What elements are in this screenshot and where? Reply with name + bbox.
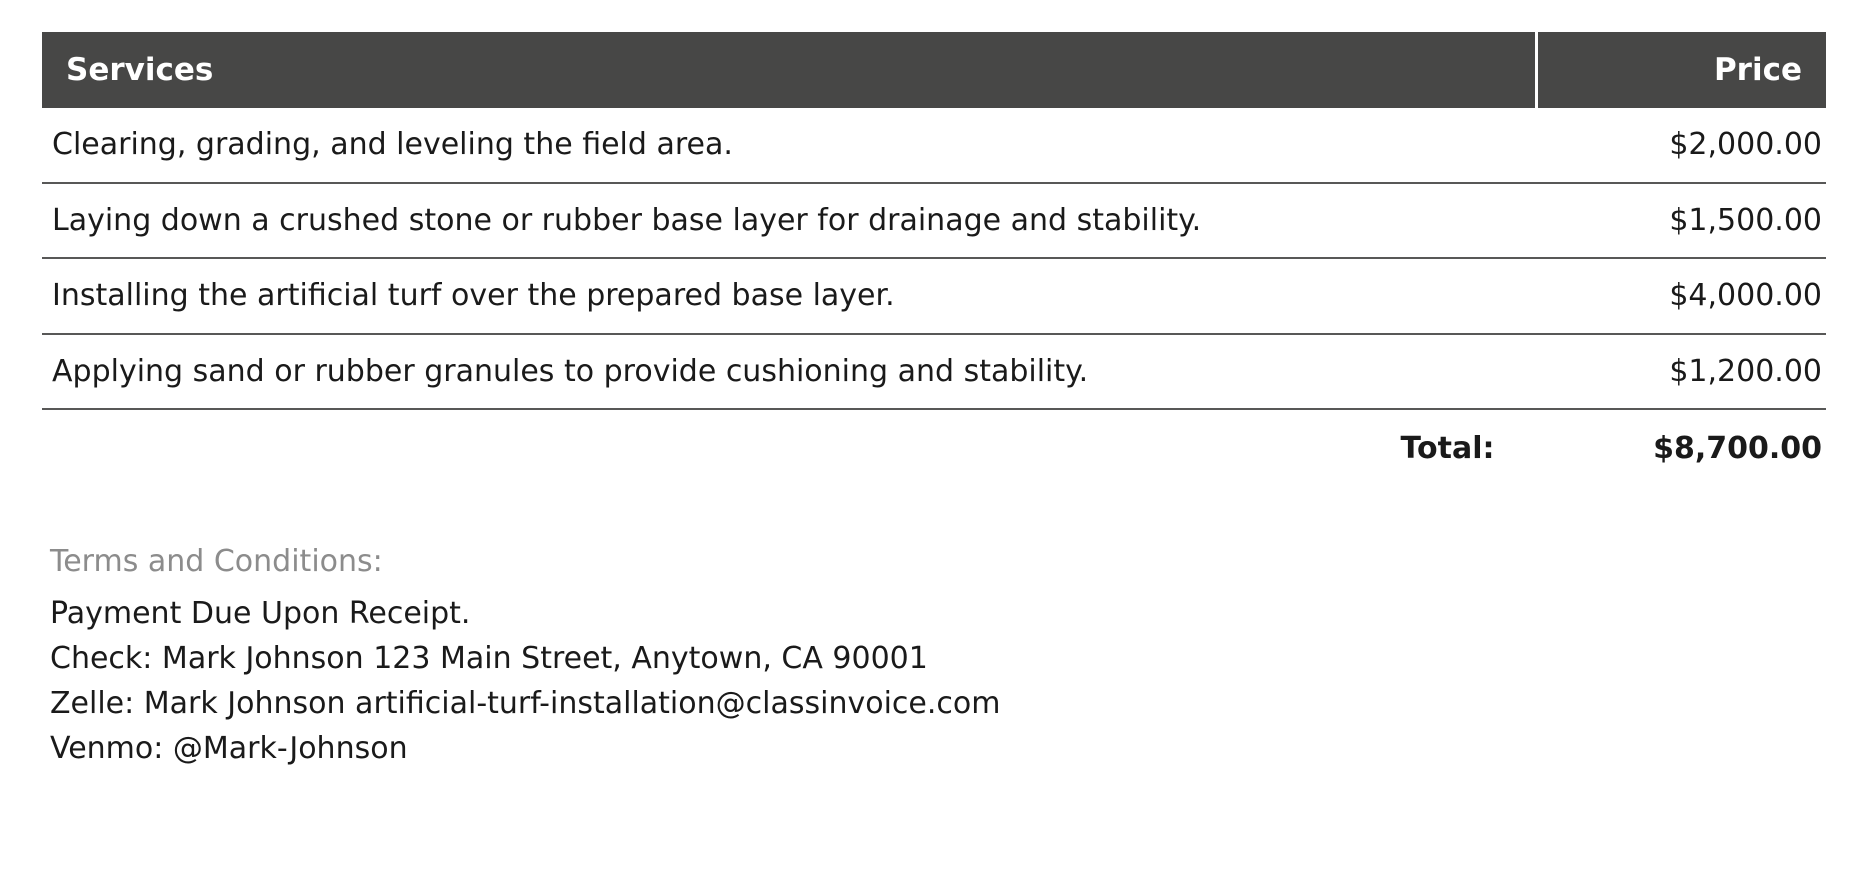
total-row <box>42 409 1826 486</box>
column-header-price: Price <box>1537 32 1827 108</box>
terms-line-zelle: Zelle: Mark Johnson artificial-turf-installation@classinvoice.com <box>50 685 1001 721</box>
terms-heading: Terms and Conditions: <box>50 543 383 579</box>
terms-line-check: Check: Mark Johnson 123 Main Street, Anytown, CA 90001 <box>50 640 928 676</box>
total-label: Total: <box>1400 431 1495 466</box>
service-price: $4,000.00 <box>1537 258 1827 334</box>
services-price-table <box>42 32 1826 486</box>
total-amount: $8,700.00 <box>1653 431 1822 466</box>
table-row <box>42 334 1826 410</box>
table-row <box>42 183 1826 259</box>
service-description: Laying down a crushed stone or rubber base layer for drainage and stability. <box>42 183 1537 259</box>
table-row <box>42 258 1826 334</box>
service-price: $1,500.00 <box>1537 183 1827 259</box>
terms-line-venmo: Venmo: @Mark-Johnson <box>50 730 408 766</box>
table-row <box>42 108 1826 183</box>
service-description: Clearing, grading, and leveling the field area. <box>42 108 1537 183</box>
service-price: $1,200.00 <box>1537 334 1827 410</box>
terms-line-payment: Payment Due Upon Receipt. <box>50 595 471 631</box>
column-header-services: Services <box>42 32 1537 108</box>
service-description: Applying sand or rubber granules to provide cushioning and stability. <box>42 334 1537 410</box>
service-price: $2,000.00 <box>1537 108 1827 183</box>
terms-and-conditions-section <box>42 544 1826 771</box>
table-header <box>42 32 1826 108</box>
table-body <box>42 108 1826 486</box>
table-header-row <box>42 32 1826 108</box>
service-description: Installing the artificial turf over the prepared base layer. <box>42 258 1537 334</box>
